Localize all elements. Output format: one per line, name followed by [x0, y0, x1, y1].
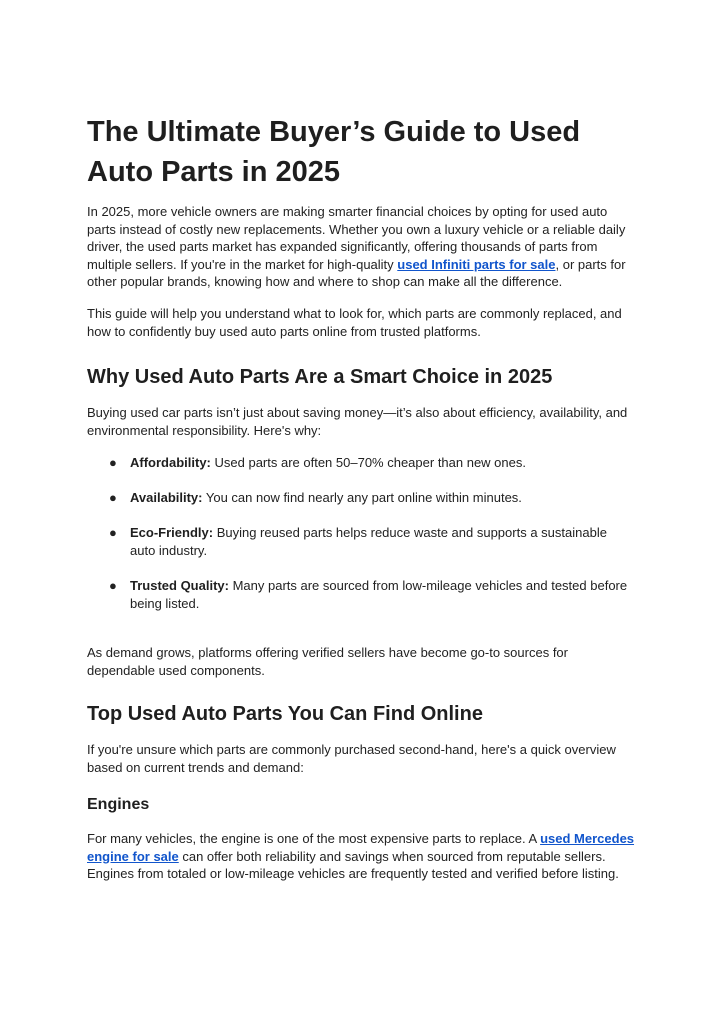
engines-paragraph — [87, 830, 635, 883]
bullet-icon: ● — [109, 578, 117, 593]
intro-text-after-link: , or parts for other popular brands, knowing how and where to shop can make all the difference. — [87, 256, 626, 290]
bullet-label: Trusted Quality: — [130, 578, 229, 593]
bullet-text: Buying reused parts helps reduce waste and supports a sustainable auto industry. — [130, 525, 607, 558]
intro-text-before-link: In 2025, more vehicle owners are making smarter financial choices by opting for used auto parts instead of costly new replacements. Whether you own a luxury vehicle or a reliable daily driver, the used parts market has expanded significantly, offering thousands of parts from multiple sellers. If you're in the market for high-quality — [87, 204, 626, 272]
mercedes-engine-link[interactable]: used Mercedes engine for sale — [87, 831, 635, 864]
section-heading-top-parts: Top Used Auto Parts You Can Find Online — [87, 703, 483, 725]
bullet-text: You can now find nearly any part online within minutes. — [202, 490, 522, 505]
why-lead-paragraph: Buying used car parts isn’t just about saving money—it’s also about efficiency, availability, and environmental responsibility. Here's why: — [87, 405, 628, 438]
bullet-icon: ● — [109, 455, 117, 470]
bullet-text: Many parts are sourced from low-mileage vehicles and tested before being listed. — [130, 578, 628, 611]
bullet-label: Availability: — [130, 490, 203, 505]
page-title: The Ultimate Buyer’s Guide to Used Auto Parts in 2025 — [87, 116, 581, 188]
top-parts-lead-paragraph: If you're unsure which parts are commonly purchased second-hand, here's a quick overview based on current trends and demand: — [87, 742, 616, 775]
subheading-engines: Engines — [87, 796, 150, 813]
intro-paragraph-1 — [87, 203, 635, 291]
bullet-label: Affordability: — [130, 455, 211, 470]
engines-text-after-link: can offer both reliability and savings when sourced from reputable sellers. Engines from totaled or low-mileage vehicles are frequently tested and verified before listing. — [87, 848, 619, 882]
bullet-icon: ● — [109, 490, 117, 505]
section-heading-why: Why Used Auto Parts Are a Smart Choice in 2025 — [87, 366, 553, 388]
engines-text-before-link: For many vehicles, the engine is one of the most expensive parts to replace. A — [87, 831, 541, 846]
why-closing-paragraph: As demand grows, platforms offering verified sellers have become go-to sources for dependable used components. — [87, 645, 568, 678]
infiniti-parts-link[interactable]: used Infiniti parts for sale — [397, 256, 556, 272]
intro-paragraph-2: This guide will help you understand what to look for, which parts are commonly replaced, and how to confidently buy used auto parts online from trusted platforms. — [87, 306, 622, 339]
bullet-label: Eco-Friendly: — [130, 525, 214, 540]
bullet-icon: ● — [109, 525, 117, 540]
bullet-text: Used parts are often 50–70% cheaper than new ones. — [210, 455, 526, 470]
